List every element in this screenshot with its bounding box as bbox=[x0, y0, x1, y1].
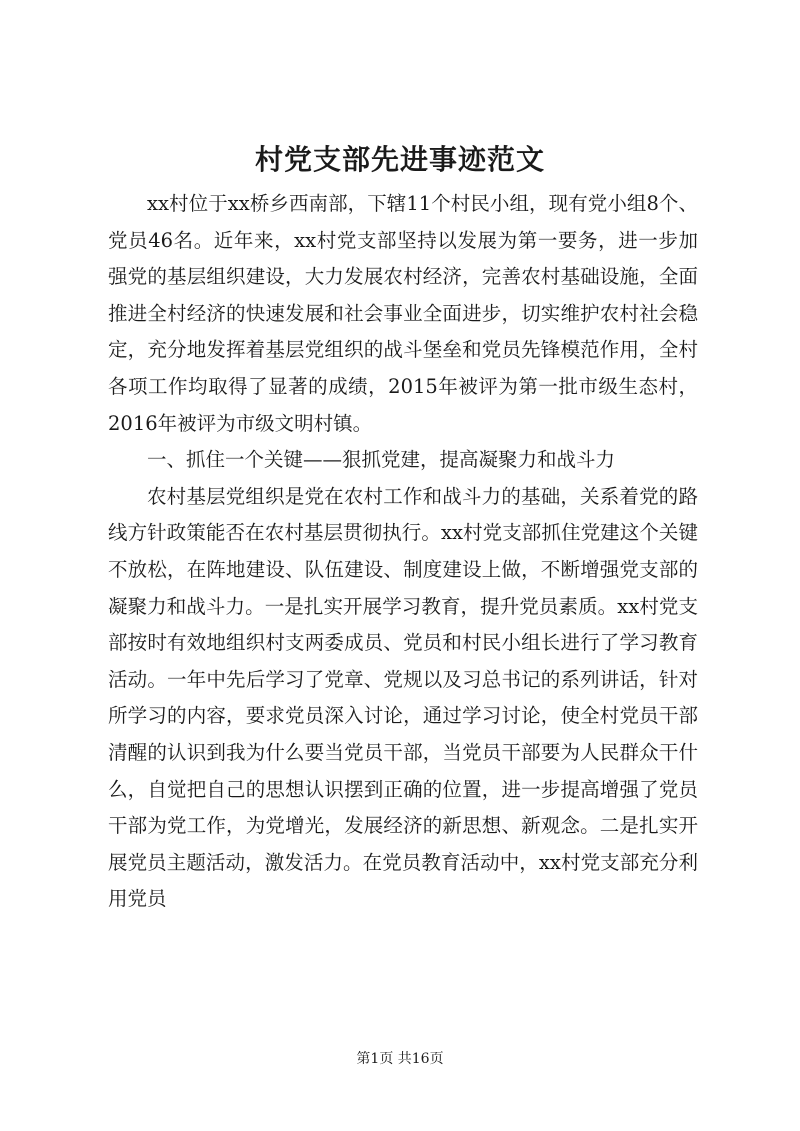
document-title: 村党支部先进事迹范文 bbox=[254, 143, 545, 176]
paragraph-section-1: 农村基层党组织是党在农村工作和战斗力的基础，关系着党的路线方针政策能否在农村基层贯彻执行。xx村党支部抓住党建这个关键不放松，在阵地建设、队伍建设、制度建设上做，不断增强党支部的凝聚力和战斗力。一是扎实开展学习教育，提升党员素质。xx村党支部按时有效地组织村支两委成员、党员和村民小组长进行了学习教育活动。一年中先后学习了党章、党规以及习总书记的系列讲话，针对所学习的内容，要求党员深入讨论，通过学习讨论，使全村党员干部清醒的认识到我为什么要当党员干部，当党员干部要为人民群众干什么，自觉把自己的思想认识摆到正确的位置，进一步提高增强了党员干部为党工作，为党增光，发展经济的新思想、新观念。二是扎实开展党员主题活动，激发活力。在党员教育活动中，xx村党支部充分利用党员 bbox=[108, 484, 698, 911]
paragraph-intro: xx村位于xx桥乡西南部，下辖11个村民小组，现有党小组8个、党员46名。近年来，xx村党支部坚持以发展为第一要务，进一步加强党的基层组织建设，大力发展农村经济，完善农村基础设施，全面推进全村经济的快速发展和社会事业全面进步，切实维护农村社会稳定，充分地发挥着基层党组织的战斗堡垒和党员先锋模范作用，全村各项工作均取得了显著的成绩，2015年被评为第一批市级生态村，2016年被评为市级文明村镇。 bbox=[108, 192, 698, 435]
page-number: 第1页 共16页 bbox=[356, 1051, 444, 1067]
section-heading: 一、抓住一个关键——狠抓党建，提高凝聚力和战斗力 bbox=[147, 448, 616, 472]
document-body bbox=[108, 186, 698, 918]
